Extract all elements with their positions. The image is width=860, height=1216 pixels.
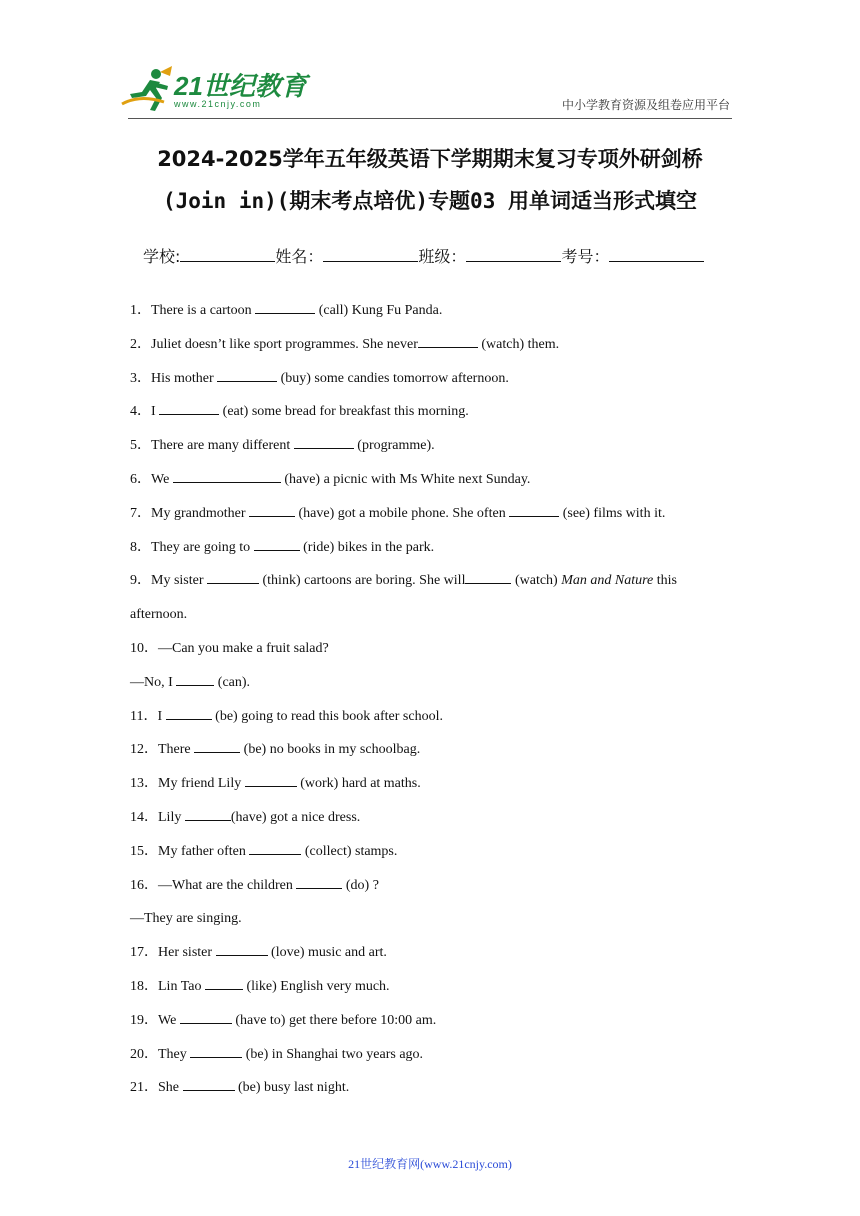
question-text: They are going to bbox=[151, 539, 254, 555]
answer-blank[interactable] bbox=[294, 436, 354, 449]
question-text: My grandmother bbox=[151, 505, 249, 521]
question-16-reply bbox=[130, 902, 740, 936]
answer-blank[interactable] bbox=[173, 470, 281, 483]
student-info-row bbox=[143, 244, 704, 267]
question-number: 13． bbox=[130, 776, 158, 792]
question-text: (love) music and art. bbox=[267, 945, 387, 961]
answer-blank[interactable] bbox=[159, 402, 219, 415]
answer-blank[interactable] bbox=[465, 571, 511, 584]
program-title: Man and Nature bbox=[561, 573, 654, 589]
question-text: I bbox=[157, 708, 166, 724]
question-number: 5． bbox=[130, 438, 151, 454]
question-number: 8． bbox=[130, 539, 151, 555]
question-text: —They are singing. bbox=[130, 911, 242, 927]
answer-blank[interactable] bbox=[205, 977, 243, 990]
question-16 bbox=[130, 869, 740, 903]
answer-blank[interactable] bbox=[166, 707, 212, 720]
answer-blank[interactable] bbox=[185, 808, 231, 821]
question-text: We bbox=[151, 471, 173, 487]
name-blank[interactable] bbox=[323, 247, 418, 262]
answer-blank[interactable] bbox=[254, 538, 300, 551]
header-divider bbox=[128, 118, 732, 119]
question-text: (like) English very much. bbox=[242, 978, 390, 994]
title-line-1: 2024-2025学年五年级英语下学期期末复习专项外研剑桥 bbox=[157, 147, 703, 171]
question-text: —No, I bbox=[130, 674, 177, 690]
class-blank[interactable] bbox=[466, 247, 561, 262]
question-text: (be) busy last night. bbox=[234, 1080, 350, 1096]
question-number: 1． bbox=[130, 303, 151, 318]
question-8 bbox=[130, 531, 740, 565]
question-number: 6． bbox=[130, 471, 151, 487]
question-text: (eat) some bread for breakfast this morning. bbox=[219, 404, 469, 420]
question-19 bbox=[130, 1004, 740, 1038]
question-text: There bbox=[158, 742, 195, 758]
question-number: 4． bbox=[130, 404, 151, 420]
question-number: 21． bbox=[130, 1080, 158, 1096]
question-number: 14． bbox=[130, 809, 158, 825]
school-label: 学校: bbox=[143, 247, 181, 266]
question-text: (think) cartoons are boring. She will bbox=[259, 573, 466, 589]
question-text: (have) a picnic with Ms White next Sunday. bbox=[280, 471, 531, 487]
question-text: (call) Kung Fu Panda. bbox=[315, 303, 443, 318]
answer-blank[interactable] bbox=[509, 504, 559, 517]
answer-blank[interactable] bbox=[190, 1045, 242, 1058]
page-footer[interactable]: 21世纪教育网(www.21cnjy.com) bbox=[348, 1157, 512, 1171]
question-text: (be) in Shanghai two years ago. bbox=[242, 1046, 424, 1062]
question-number: 20． bbox=[130, 1046, 158, 1062]
question-9-continued bbox=[130, 598, 740, 632]
question-text: afternoon. bbox=[130, 607, 188, 623]
question-6 bbox=[130, 463, 740, 497]
question-10-reply bbox=[130, 666, 740, 700]
answer-blank[interactable] bbox=[180, 1011, 232, 1024]
question-12 bbox=[130, 733, 740, 767]
question-text: Juliet doesn’t like sport programmes. She never bbox=[151, 336, 418, 352]
question-text: (work) hard at maths. bbox=[296, 776, 421, 792]
question-text: (have to) get there before 10:00 am. bbox=[231, 1012, 437, 1028]
question-list bbox=[130, 294, 740, 1105]
platform-label: 中小学教育资源及组卷应用平台 bbox=[561, 98, 730, 112]
exam-number-label: 考号： bbox=[561, 247, 610, 266]
question-text: (see) films with it. bbox=[559, 505, 666, 521]
answer-blank[interactable] bbox=[418, 335, 478, 348]
answer-blank[interactable] bbox=[216, 943, 268, 956]
answer-blank[interactable] bbox=[217, 369, 277, 382]
question-2 bbox=[130, 328, 740, 362]
question-number: 15． bbox=[130, 843, 158, 859]
question-text: They bbox=[158, 1046, 191, 1062]
question-7 bbox=[130, 497, 740, 531]
question-10 bbox=[130, 632, 740, 666]
question-text: My friend Lily bbox=[158, 776, 245, 792]
question-text: She bbox=[158, 1080, 183, 1096]
question-number: 3． bbox=[130, 370, 151, 386]
question-21 bbox=[130, 1071, 740, 1105]
question-number: 18． bbox=[130, 978, 158, 994]
exam-number-blank[interactable] bbox=[609, 247, 704, 262]
question-text: (have) got a nice dress. bbox=[230, 809, 361, 825]
runner-logo-icon bbox=[120, 64, 176, 112]
question-number: 11． bbox=[130, 708, 158, 724]
question-text: (watch) bbox=[511, 573, 562, 589]
logo-text: 21世纪教育 bbox=[174, 71, 307, 101]
question-text: (ride) bikes in the park. bbox=[299, 539, 435, 555]
answer-blank[interactable] bbox=[183, 1078, 235, 1091]
logo-url: www.21cnjy.com bbox=[174, 99, 262, 109]
question-4 bbox=[130, 395, 740, 429]
question-text: (be) no books in my schoolbag. bbox=[240, 742, 421, 758]
question-text: —What are the children bbox=[158, 877, 297, 893]
question-15 bbox=[130, 835, 740, 869]
question-text: (do) ? bbox=[342, 877, 379, 893]
answer-blank[interactable] bbox=[194, 740, 240, 753]
question-13 bbox=[130, 767, 740, 801]
question-text: (programme). bbox=[353, 438, 435, 454]
question-text: His mother bbox=[151, 370, 218, 386]
answer-blank[interactable] bbox=[249, 504, 295, 517]
question-text: (buy) some candies tomorrow afternoon. bbox=[277, 370, 509, 386]
name-label: 姓名： bbox=[275, 247, 324, 266]
question-text: Her sister bbox=[158, 945, 216, 961]
question-text: (can). bbox=[214, 674, 251, 690]
answer-blank[interactable] bbox=[249, 842, 301, 855]
question-3 bbox=[130, 362, 740, 396]
answer-blank[interactable] bbox=[207, 571, 259, 584]
question-text: My sister bbox=[151, 573, 207, 589]
class-label: 班级： bbox=[418, 247, 467, 266]
question-number: 2． bbox=[130, 336, 151, 352]
question-1 bbox=[130, 294, 740, 328]
question-text: (watch) them. bbox=[477, 336, 560, 352]
question-text: (have) got a mobile phone. She often bbox=[294, 505, 510, 521]
question-number: 16． bbox=[130, 877, 158, 893]
question-text: We bbox=[158, 1012, 180, 1028]
question-number: 19． bbox=[130, 1012, 158, 1028]
school-blank[interactable] bbox=[180, 247, 275, 262]
question-11 bbox=[130, 700, 740, 734]
answer-blank[interactable] bbox=[296, 876, 342, 889]
question-9 bbox=[130, 564, 740, 598]
logo bbox=[120, 64, 307, 120]
question-text: There are many different bbox=[151, 438, 294, 454]
question-text: I bbox=[151, 404, 160, 420]
answer-blank[interactable] bbox=[176, 673, 214, 686]
question-text: (collect) stamps. bbox=[301, 843, 398, 859]
question-number: 7． bbox=[130, 505, 151, 521]
question-text: —Can you make a fruit salad? bbox=[158, 640, 329, 656]
question-text: (be) going to read this book after school. bbox=[211, 708, 443, 724]
question-number: 9． bbox=[130, 573, 151, 589]
question-14 bbox=[130, 801, 740, 835]
question-text: this bbox=[653, 573, 677, 589]
page-header bbox=[0, 0, 860, 120]
question-17 bbox=[130, 936, 740, 970]
question-text: Lily bbox=[158, 809, 185, 825]
question-text: There is a cartoon bbox=[151, 303, 256, 318]
question-text: My father often bbox=[158, 843, 250, 859]
question-20 bbox=[130, 1038, 740, 1072]
question-18 bbox=[130, 970, 740, 1004]
question-5 bbox=[130, 429, 740, 463]
question-number: 10． bbox=[130, 640, 158, 656]
title-line-2: (Join in)(期末考点培优)专题03 用单词适当形式填空 bbox=[162, 189, 697, 213]
answer-blank[interactable] bbox=[245, 774, 297, 787]
answer-blank[interactable] bbox=[255, 301, 315, 314]
question-text: Lin Tao bbox=[158, 978, 205, 994]
question-number: 17． bbox=[130, 945, 158, 961]
question-number: 12． bbox=[130, 742, 158, 758]
